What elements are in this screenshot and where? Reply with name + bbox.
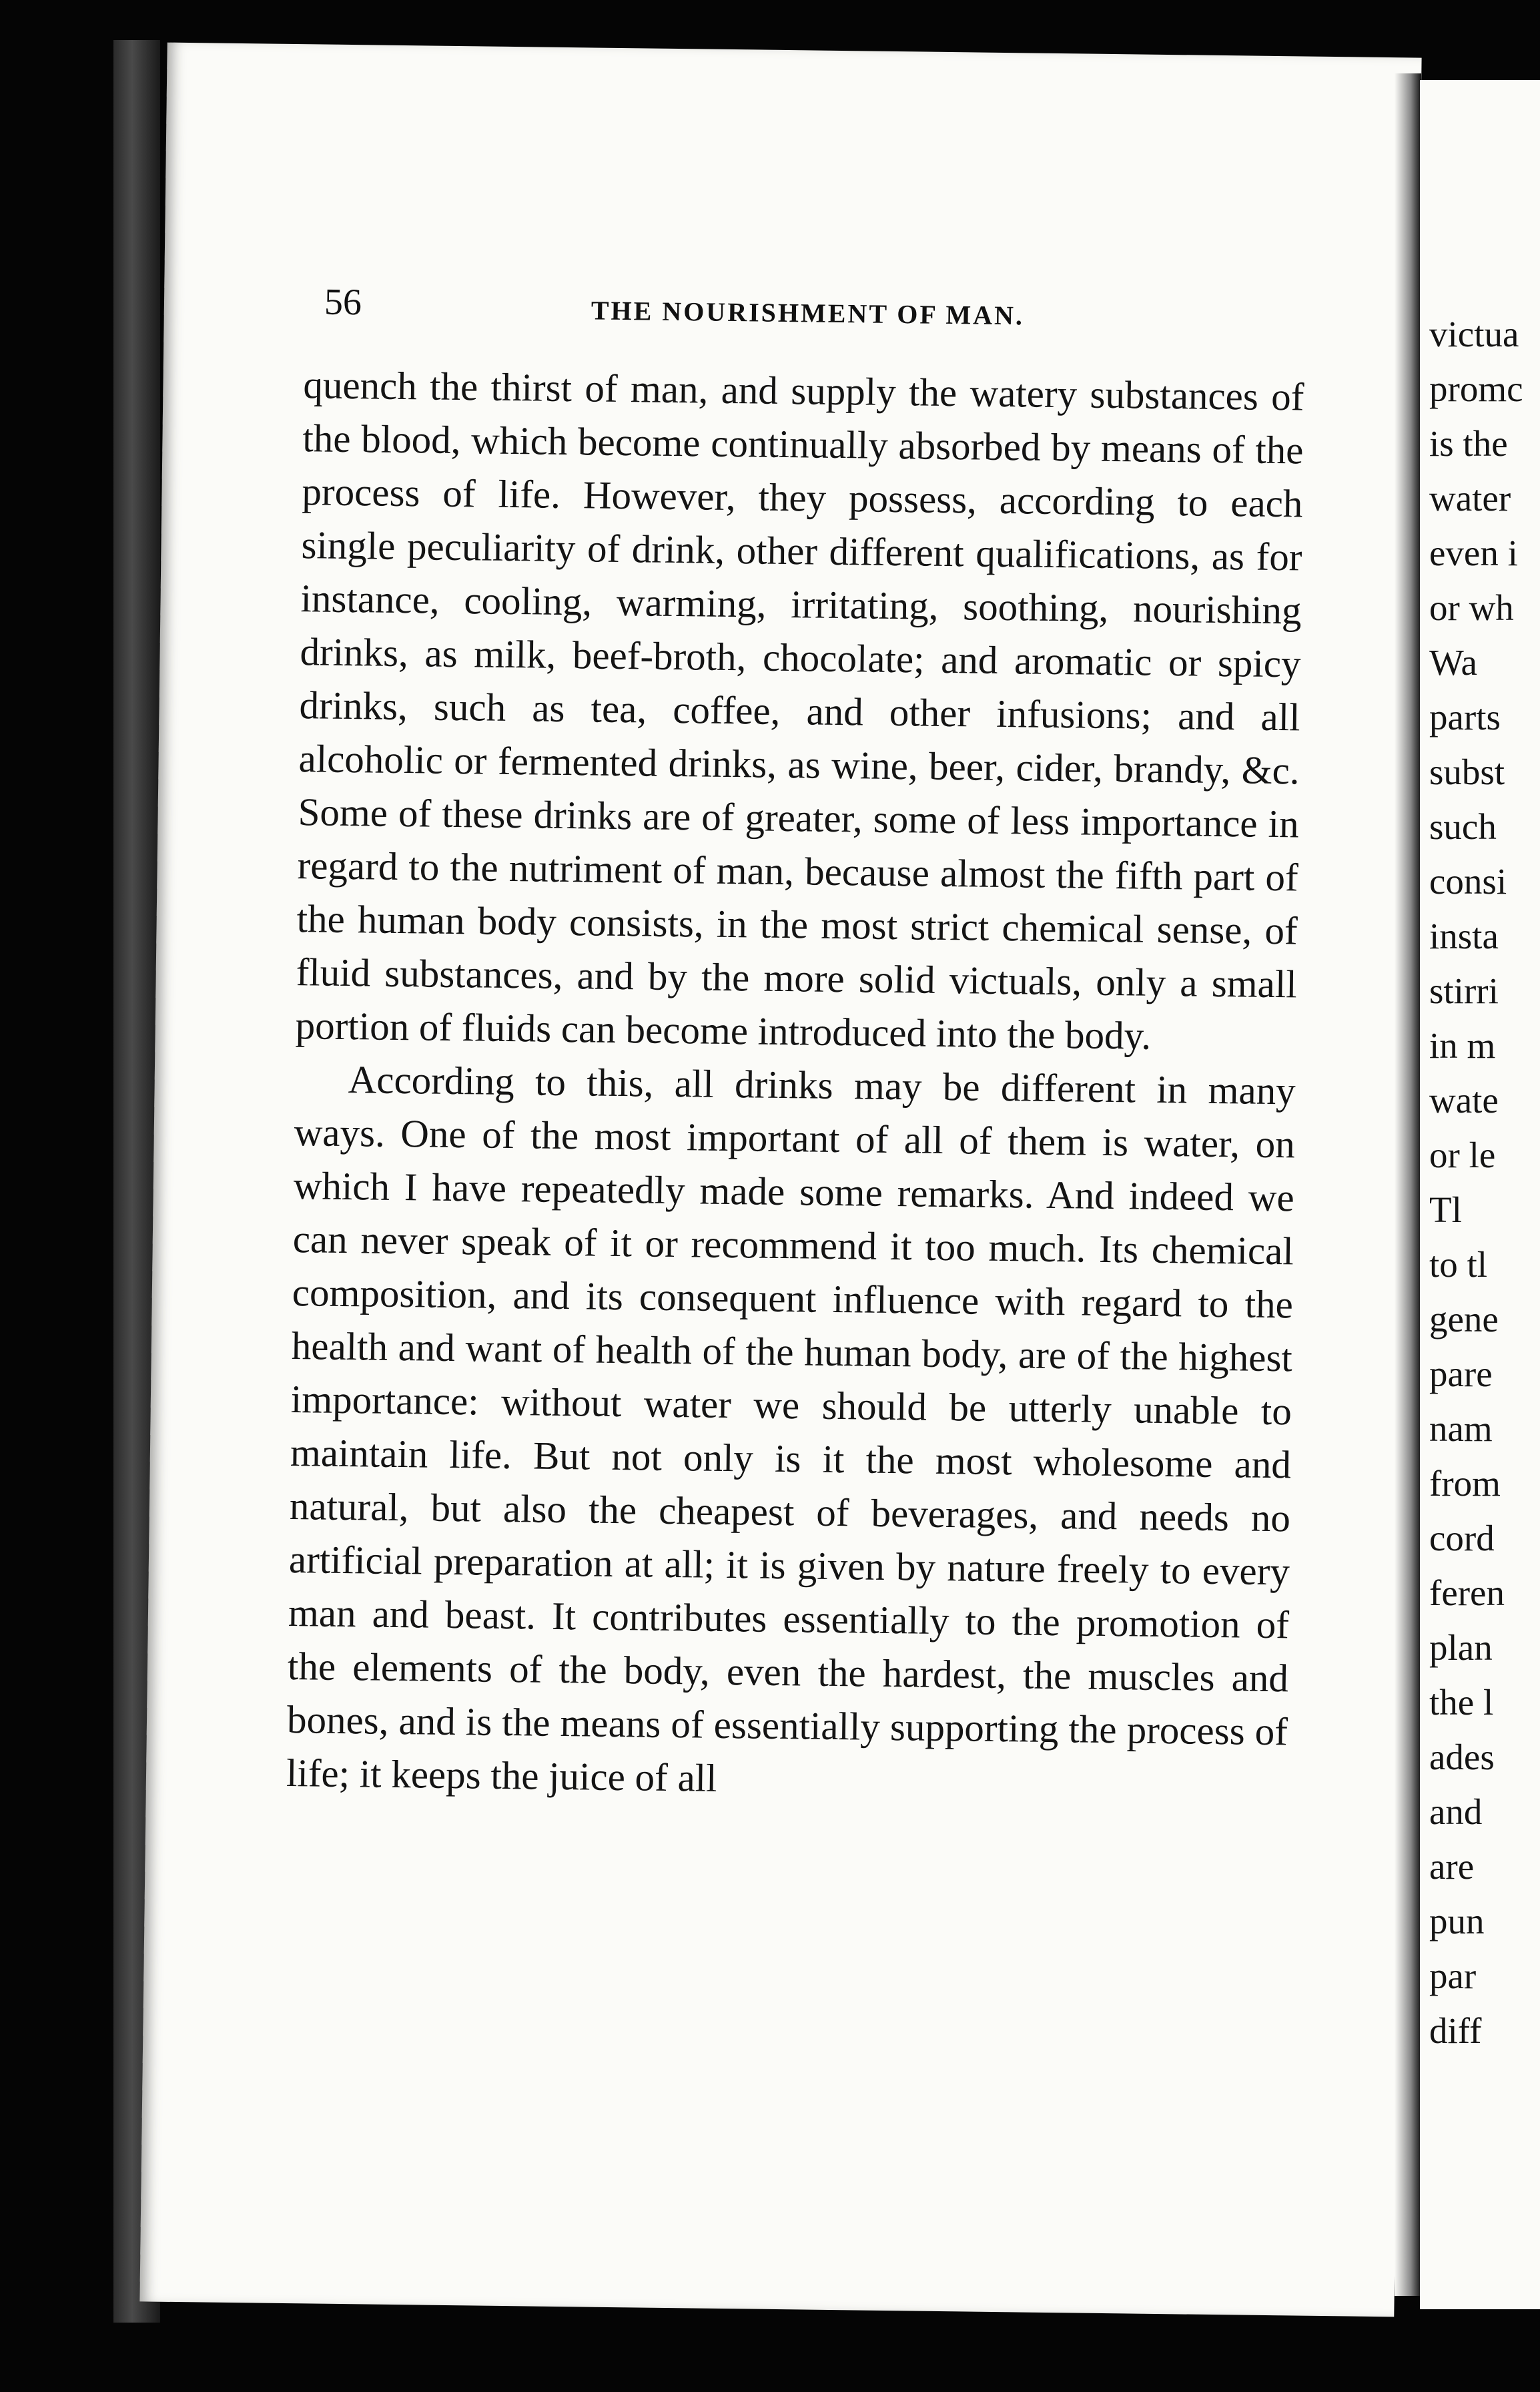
page-header [324, 272, 1312, 364]
facing-page-line-fragment: pun [1429, 1901, 1485, 1941]
facing-page-line-fragment: water [1429, 478, 1511, 519]
book-page-right-edge [1420, 80, 1540, 2309]
paragraph: According to this, all drinks may be different in many ways. One of the most important of all of them is water, on which I have repeatedly made some remarks. And indeed we can never speak of it or recommend it too much. Its chemical composition, and its consequent influence with regard to the health and want of health of the human body, are of the highest importance: without water we should be utterly unable to maintain life. But not only is it the most wholesome and natural, but also the cheapest of beverages, and needs no artificial preparation at all; it is given by nature freely to every man and beast. It contributes essentially to the promotion of the elements of the body, even the hardest, the muscles and bones, and is the means of essentially supporting the process of life; it keeps the juice of all [286, 1057, 1296, 1800]
facing-page-line-fragment: Wa [1429, 642, 1477, 683]
facing-page-line-fragment: subst [1429, 752, 1505, 792]
facing-page-line-fragment: cord [1429, 1518, 1495, 1558]
facing-page-line-fragment: ades [1429, 1737, 1495, 1777]
facing-page-line-fragment: Tl [1429, 1189, 1462, 1230]
facing-page-line-fragment: or le [1429, 1135, 1496, 1175]
facing-page-line-fragment: par [1429, 1956, 1477, 1996]
paragraph: quench the thirst of man, and supply the watery substances of the blood, which become continually absorbed by means of the process of life. However, they possess, according to each single peculiarity of drink, other different qualifications, as for instance, cooling, warming, irritating, soothing, nourishing drinks, as milk, beef-broth, chocolate; and aromatic or spicy drinks, such as tea, coffee, and other infusions; and all alcoholic or fermented drinks, as wine, beer, cider, brandy, &c. Some of these drinks are of greater, some of less importance in regard to the nutriment of man, because almost the fifth part of the human body consists, in the most strict chemical sense, of fluid substances, and by the more solid victuals, only a small portion of fluids can become introduced into the body. [295, 362, 1304, 1058]
facing-page-line-fragment: wate [1429, 1080, 1499, 1121]
facing-page-line-fragment: is the [1429, 423, 1508, 464]
facing-page-line-fragment: are [1429, 1846, 1475, 1887]
facing-page-line-fragment: from [1429, 1463, 1501, 1504]
facing-page-line-fragment: insta [1429, 916, 1499, 956]
facing-page-line-fragment: such [1429, 806, 1497, 847]
facing-page-line-fragment: consi [1429, 861, 1507, 902]
facing-page-line-fragment: stirri [1429, 970, 1499, 1011]
body-text [286, 358, 1304, 1811]
page-number: 56 [324, 281, 362, 324]
facing-page-fragments [1429, 307, 1523, 2058]
facing-page-line-fragment: to tl [1429, 1244, 1488, 1285]
facing-page-line-fragment: or wh [1429, 587, 1514, 628]
book-gutter [1395, 73, 1421, 2296]
facing-page-line-fragment: and [1429, 1791, 1483, 1832]
facing-page-line-fragment: nam [1429, 1408, 1493, 1449]
running-title: THE NOURISHMENT OF MAN. [591, 295, 1025, 331]
facing-page-line-fragment: diff [1429, 2010, 1482, 2051]
book-page-left [139, 43, 1421, 2317]
facing-page-line-fragment: feren [1429, 1572, 1505, 1613]
facing-page-line-fragment: parts [1429, 697, 1501, 737]
facing-page-line-fragment: victua [1429, 314, 1519, 354]
facing-page-line-fragment: even i [1429, 533, 1518, 573]
facing-page-line-fragment: plan [1429, 1627, 1493, 1668]
facing-page-line-fragment: pare [1429, 1354, 1493, 1394]
facing-page-line-fragment: gene [1429, 1299, 1499, 1339]
facing-page-line-fragment: in m [1429, 1025, 1496, 1066]
facing-page-line-fragment: promc [1429, 368, 1523, 409]
facing-page-line-fragment: the l [1429, 1682, 1494, 1723]
